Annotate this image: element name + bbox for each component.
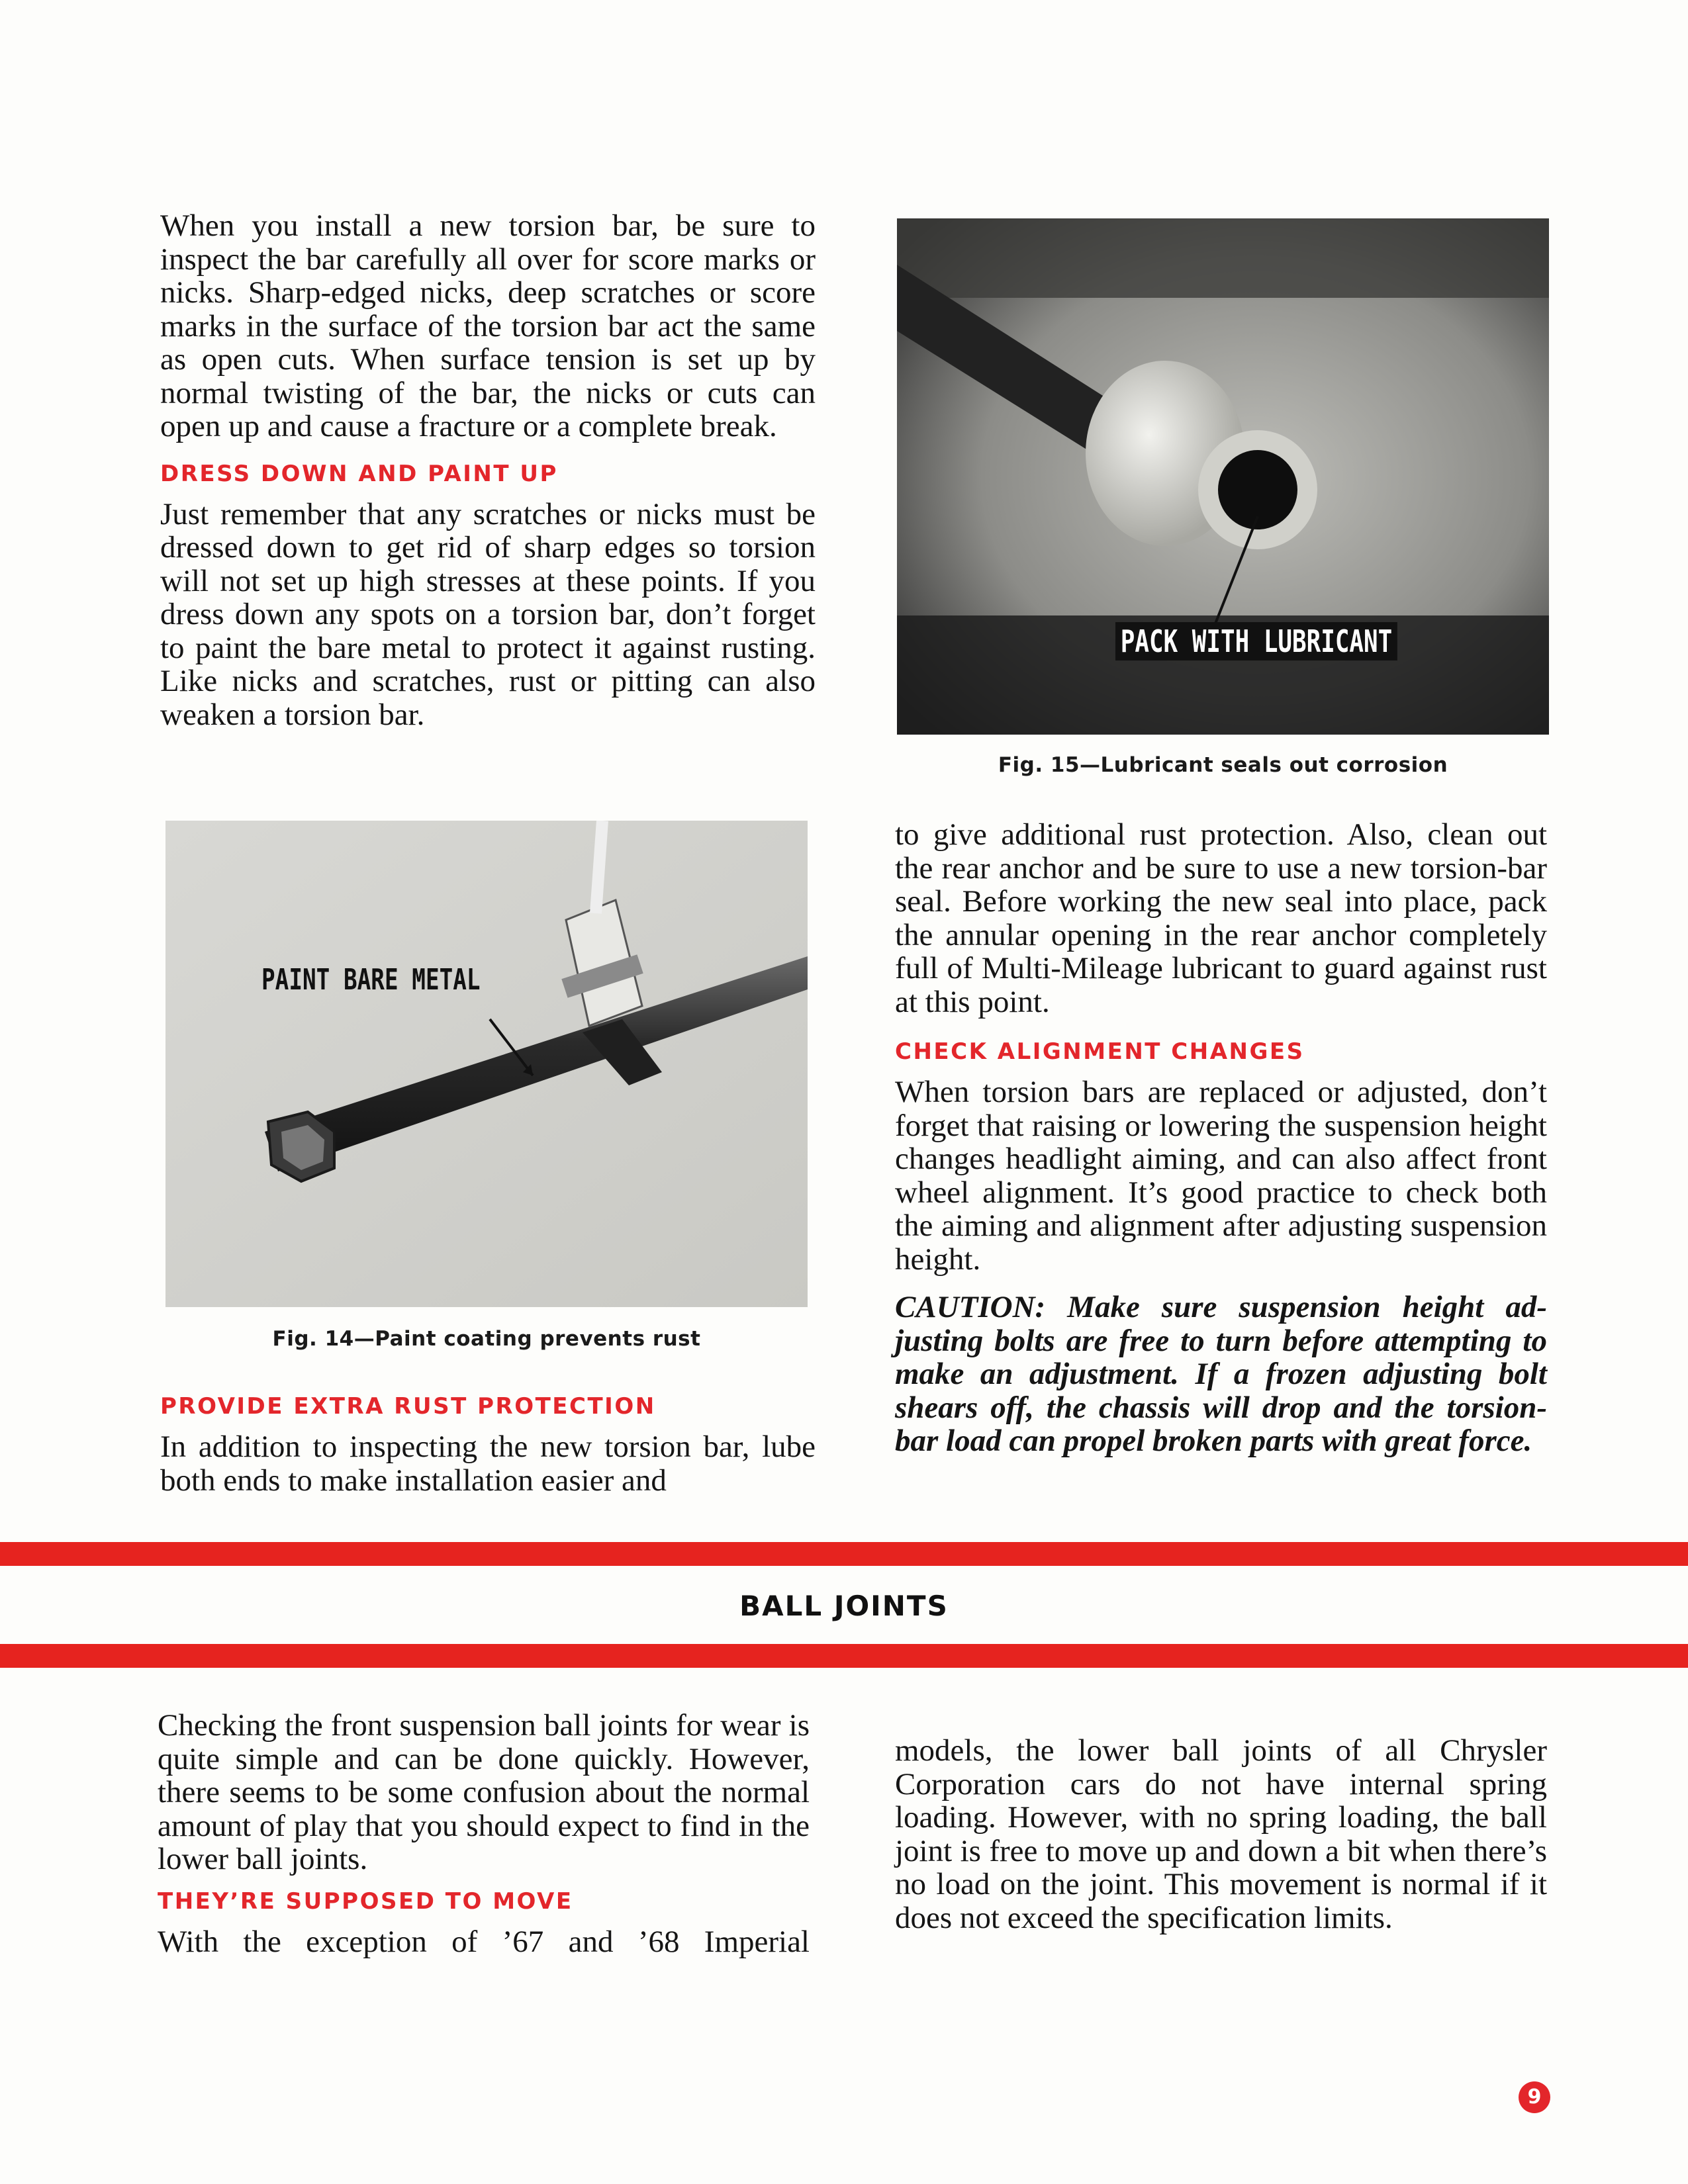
section-band-bottom bbox=[0, 1644, 1688, 1668]
section-band-top bbox=[0, 1542, 1688, 1566]
fig15-label: PACK WITH LUBRICANT bbox=[1115, 622, 1397, 660]
ball-joints-title: BALL JOINTS bbox=[739, 1590, 949, 1622]
left-column bbox=[160, 209, 816, 731]
supposed-to-move-paragraph: With the exception of ’67 and ’68 Imperial bbox=[158, 1924, 810, 1959]
rust-protection-paragraph: In addition to inspecting the new torsion bar, lube both ends to make installation easier and bbox=[160, 1430, 816, 1498]
fig14-label: PAINT BARE METAL bbox=[261, 963, 481, 997]
fig14-photo bbox=[165, 821, 808, 1307]
ball-joints-continued-paragraph: models, the lower ball joints of all Chrysler Corporation cars do not have internal spring loading. However, with no spring loading, the ball joint is free to move up and down a bit when there’s no load on the joint. This movement is normal if it does not exceed the specification limits. bbox=[895, 1733, 1547, 1935]
fig15-caption: Fig. 15—Lubricant seals out corrosion bbox=[998, 753, 1448, 777]
right-column bbox=[895, 818, 1547, 1458]
fig14-illustration bbox=[165, 821, 808, 1307]
rust-continued-paragraph: to give additional rust protection. Also, clean out the rear anchor and be sure to use a new torsion-bar seal. Before working the new seal into place, pack the annular opening in the rear anchor completely full of Multi-Mileage lubricant to guard against rust at this point. bbox=[895, 817, 1547, 1019]
rust-protection-heading: PROVIDE EXTRA RUST PROTECTION bbox=[160, 1393, 656, 1420]
page-number: 9 bbox=[1519, 2081, 1550, 2113]
ball-joints-intro-paragraph: Checking the front suspension ball joints for wear is quite simple and can be done quickly. However, there seems to be some confusion about the normal amount of play that you should expect to find in the lower ball joints. bbox=[158, 1708, 810, 1876]
intro-paragraph: When you install a new torsion bar, be sure to inspect the bar carefully all over for score marks or nicks. Sharp-edged nicks, deep scratches or score marks in the surface of the torsion bar act the same as open cuts. When surface tension is set up by normal twisting of the bar, the nicks or cuts can open up and cause a fracture or a complete break. bbox=[160, 208, 816, 443]
left-column-bottom bbox=[160, 1393, 816, 1497]
dress-down-paragraph: Just remember that any scratches or nicks must be dressed down to get rid of sharp edges so torsion will not set up high stresses at these points. If you dress down any spots on a torsion bar, don’t forget to paint the bare metal to protect it against rusting. Like nicks and scratches, rust or pitting can also weaken a torsion bar. bbox=[160, 496, 816, 732]
fig15-photo bbox=[897, 218, 1549, 735]
alignment-paragraph: When torsion bars are replaced or adjusted, don’t forget that raising or lowering the suspension height changes headlight aiming, and can also affect front wheel alignment. It’s good practice to check both the aiming and alignment after adjusting suspension height. bbox=[895, 1075, 1547, 1277]
ball-joints-left bbox=[158, 1709, 810, 1958]
supposed-to-move-heading: THEY’RE SUPPOSED TO MOVE bbox=[158, 1888, 573, 1915]
fig14-caption: Fig. 14—Paint coating prevents rust bbox=[272, 1327, 701, 1351]
ball-joints-right bbox=[895, 1734, 1547, 1934]
dress-down-heading: DRESS DOWN AND PAINT UP bbox=[160, 460, 558, 487]
alignment-heading: CHECK ALIGNMENT CHANGES bbox=[895, 1038, 1305, 1065]
caution-paragraph: CAUTION: Make sure suspension height adjusting bolts are free to turn before attempting to make an adjustment. If a frozen adjusting bolt shears off, the chassis will drop and the torsion-bar load can propel broken parts with great force. bbox=[895, 1290, 1547, 1458]
